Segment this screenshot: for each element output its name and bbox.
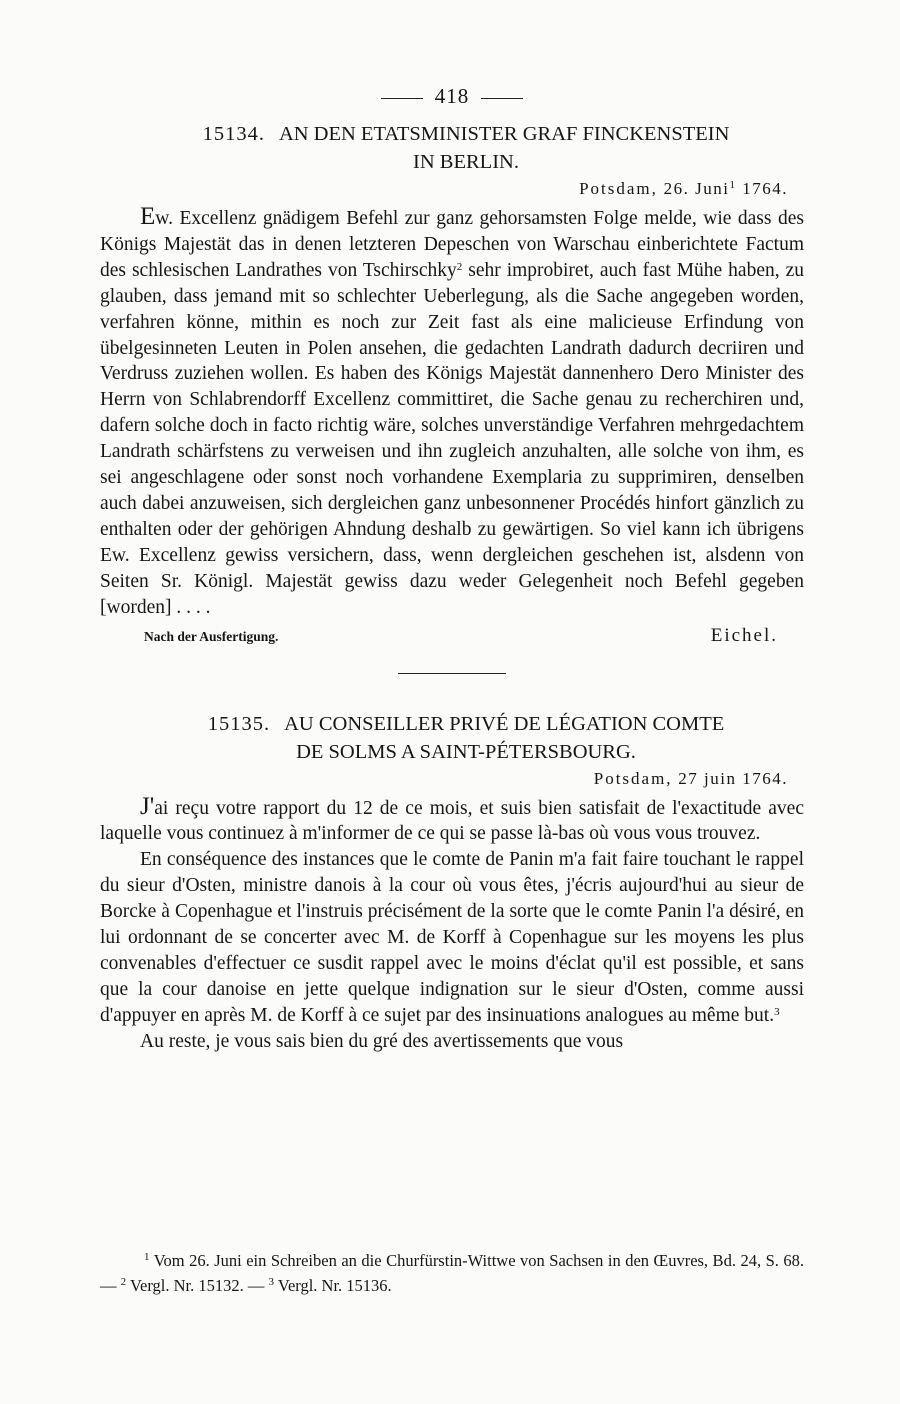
letter1-heading-line1: AN DEN ETATSMINISTER GRAF FINCKENSTEIN	[278, 123, 730, 145]
footnote-2-text: Vergl. Nr. 15132. —	[126, 1276, 269, 1295]
letter1-body	[100, 204, 804, 621]
footnote-ref-3: 3	[774, 1005, 780, 1018]
letter1-heading	[100, 120, 804, 176]
page	[100, 84, 804, 1055]
letter2-number: 15135.	[207, 712, 271, 735]
letter2-paragraph-3: Au reste, je vous sais bien du gré des avertissements que vous	[140, 1030, 624, 1052]
header-dash-left	[381, 98, 423, 99]
letter2-paragraph-1: J'ai reçu votre rapport du 12 de ce mois, et suis bien satisfait de l'exactitude avec laquelle vous continuez à m'informer de ce qui se passe là-bas où vous vous trouvez.	[100, 792, 804, 845]
page-number: 418	[434, 84, 470, 108]
footnote-3-mark: 3	[268, 1276, 275, 1288]
header-dash-right	[481, 98, 523, 99]
letter1-signoff	[100, 625, 804, 647]
letter1-heading-line2: IN BERLIN.	[413, 151, 519, 173]
footnote-2-mark: 2	[120, 1276, 127, 1288]
letter2-heading-line2: DE SOLMS A SAINT-PÉTERSBOURG.	[296, 740, 636, 763]
letter1-year: 1764.	[742, 179, 788, 198]
footnote-3-text: Vergl. Nr. 15136.	[274, 1276, 392, 1295]
letter2-place-date	[100, 766, 788, 792]
letter1-signature: Eichel.	[710, 624, 778, 646]
letter1-city: Potsdam,	[579, 179, 658, 198]
letter2-city: Potsdam,	[593, 768, 673, 788]
letter1-date: 26. Juni	[663, 179, 730, 198]
letter2-paragraph-2	[100, 847, 804, 1028]
section-divider	[398, 673, 506, 674]
letter1-paragraph	[100, 204, 804, 621]
letter1-place-date	[100, 176, 788, 202]
letter1-text-a: Ew. Excellenz gnädigem Befehl zur ganz gehorsamsten Folge melde, wie dass des Königs Majestät das in denen letzteren Depeschen von Warschau einberichtete Factum des schlesischen Landrathes von Tschirschky	[100, 203, 804, 281]
footnotes	[100, 1248, 804, 1298]
footnote-paragraph	[100, 1248, 804, 1298]
letter2-date: 27 juin 1764.	[678, 768, 788, 788]
letter1-source: Nach der Ausfertigung.	[144, 628, 279, 644]
letter2-body	[100, 794, 804, 1055]
page-header	[100, 84, 804, 120]
footnote-1-text: Vom 26. Juni ein Schreiben an die Churfürstin-Wittwe von Sachsen in den Œuvres, Bd. 24, S. 68. —	[100, 1251, 804, 1295]
letter1-text-b: sehr improbiret, auch fast Mühe haben, zu glauben, dass jemand mit so schlechter Ueberlegung, als die Sache angegeben worden, verfahren könne, mithin es noch zur Zeit fast als eine malicieuse Erfindung von übelgesinneten Leuten in Polen ansehen, die gedachten Landrath dadurch decriiren und Verdruss zuziehen wollen. Es haben des Königs Majestät dannenhero Dero Minister des Herrn von Schlabrendorff Excellenz committiret, die Sache genau zu recherchiren und, dafern solche doch in facto richtig wäre, solches unverständige Verfahren mehrgedachtem Landrath schärfstens zu verweisen und ihn zugleich anzuhalten, alle solche von ihm, es sei angeschlagene oder sonst noch vorhandene Exemplaria zu supprimiren, denselben auch dabei anzuweisen, sich dergleichen ganz unbesonnener Procédés hinfort gänzlich zu enthalten oder der gehörigen Ahndung deshalb zu gewärtigen. So viel kann ich übrigens Ew. Excellenz gewiss versichern, dass, wenn dergleichen geschehen ist, alsdenn von Seiten Sr. Königl. Majestät gewiss dazu weder Gelegenheit noch Befehl gegeben [worden] . . . .	[100, 259, 804, 618]
footnote-ref-1: 1	[729, 179, 737, 191]
letter1-number: 15134.	[202, 123, 265, 145]
letter2-paragraph-2-text: En conséquence des instances que le comte de Panin m'a fait faire touchant le rappel du sieur d'Osten, ministre danois à la cour où vous êtes, j'écris aujourd'hui au sieur de Borcke à Copenhague et l'instruis précisément de la sorte que le comte Panin l'a désiré, en lui ordonnant de se concerter avec M. de Korff à Copenhague sur les moyens les plus convenables d'effectuer ce susdit rappel avec le moins d'éclat qu'il est possible, et sans que la cour danoise en jette quelque indignation sur le sieur d'Osten, comme aussi d'appuyer en après M. de Korff à ce sujet par des insinuations analogues au même but.	[100, 849, 804, 1026]
letter2-heading-line1: AU CONSEILLER PRIVÉ DE LÉGATION COMTE	[284, 712, 725, 735]
footnote-1-mark: 1	[144, 1251, 150, 1263]
letter2-heading	[100, 710, 804, 766]
footnote-ref-2: 2	[456, 260, 463, 273]
